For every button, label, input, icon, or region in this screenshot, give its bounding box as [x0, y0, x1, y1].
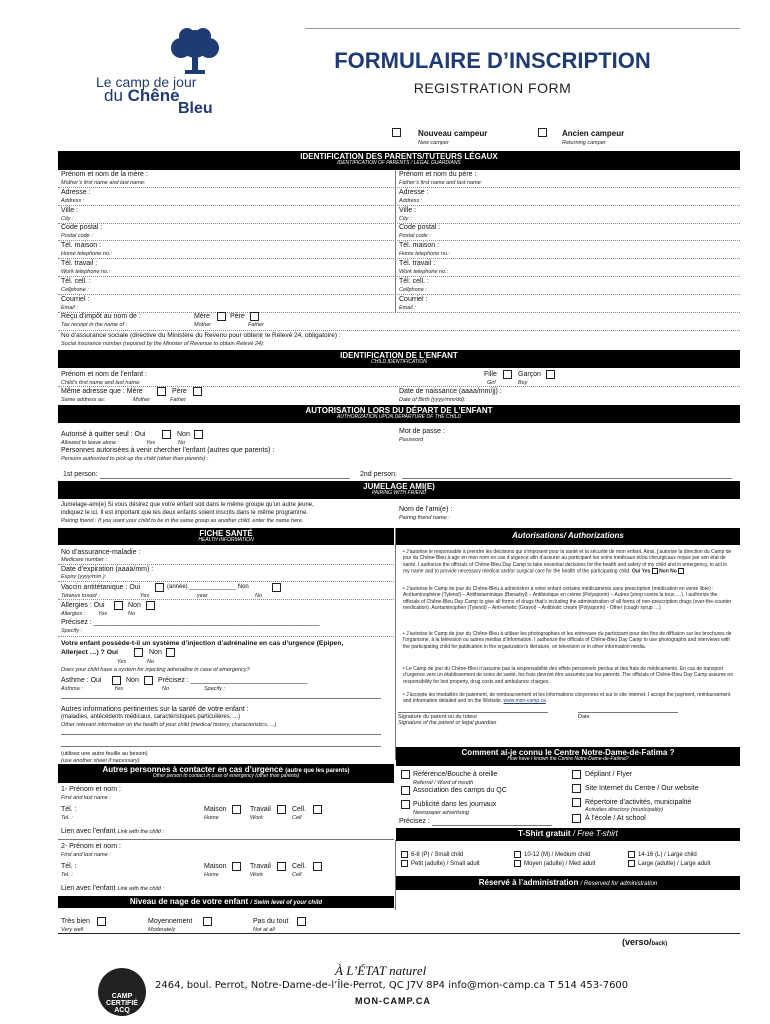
section-pairing-header: JUMELAGE AMI(E) PAIRING WITH FRIEND [58, 481, 740, 499]
father-field-4: Tél. maison : [399, 242, 440, 250]
expiry-label-en: Expiry (yyyy/mm ): [61, 574, 107, 580]
tshirt-c1-checkbox[interactable] [401, 851, 408, 858]
tetanus-label-en: Tetanus toxoid : [61, 593, 100, 599]
same-mother-label-en: Mother [133, 397, 151, 403]
date-label: Date [578, 714, 590, 720]
same-father-label: Père [172, 388, 187, 395]
allergies-yes-en: Yes [98, 611, 108, 617]
contact-1-name-label-en: First and last name : [61, 795, 111, 801]
directory-label-en: Activities directory (municipality) [585, 807, 664, 813]
father-field-4-en: Home telephone no.: [399, 251, 451, 258]
father-field-5: Tél. travail : [399, 260, 436, 267]
school-label: À l’école / At school [585, 815, 646, 822]
father-field-2: Ville : [399, 206, 416, 214]
girl-label: Fille [484, 371, 497, 378]
contact-1-home-checkbox[interactable] [232, 805, 241, 814]
same-father-checkbox[interactable] [193, 387, 202, 396]
tax-father-label: Père [230, 313, 245, 320]
mother-field-4: Tél. maison : [61, 242, 102, 250]
mother-field-5-en: Work telephone no.: [61, 269, 111, 275]
mother-field-0-en: Mother’s first name and last name: [61, 180, 146, 186]
camps-association-checkbox[interactable] [401, 786, 410, 795]
contact-1-cell-label: Cell. [292, 806, 307, 813]
boy-checkbox[interactable] [546, 370, 555, 379]
friend-name-label-en: Pairing friend name : [399, 515, 450, 521]
allergies-no-en: No [128, 611, 136, 617]
asthma-no-en: No [162, 686, 170, 692]
father-field-6-en: Cellphone : [399, 286, 427, 293]
asthma-specify-en: Specify : [204, 686, 226, 692]
tetanus-yes-en: Yes [140, 593, 150, 599]
contact-1-cell-checkbox[interactable] [313, 805, 322, 814]
other-health-label-en: Other relevant information on the health of your child (medical history, characteristics, ...) [61, 722, 277, 728]
swim-moderately-en: Moderately [148, 927, 176, 933]
tetanus-no-checkbox[interactable] [272, 583, 281, 592]
epipen-question-2: Allerject …) ? Oui [61, 649, 119, 656]
authorization-2: • J’autorise le Camp de jour du Chêne-Bleu à administrer à votre enfant certains médicaments sans prescription (médication en vente libre) : Acétaminophène (Tylenol) – Antihistaminique (Benadryl) – Antibiotique en crème (Polysporin) – Autres (sirop contre la toux, ...). I authorize the officials of Chêne-Bleu Day Camp to give all forms of drugs that’s including the administration of all forms of non-prescription drugs (over-the-counter medication). Acetaminophen (Tylenol) – Anti-emetic (Gravol) – Antibiotic cream (Polysporin) - Other (cough syrup …) [403, 586, 732, 611]
pairing-text-1: Jumelage-ami(e) Si vous désirez que votre enfant soit dans le même groupe qu’un autre jeune, [61, 502, 314, 508]
mother-field-7-en: Email : [61, 304, 78, 311]
leave-alone-no-checkbox[interactable] [194, 430, 203, 439]
signature-label: Signature du parent ou du tuteur [398, 714, 478, 720]
child-name-label: Prénom et nom de l’enfant : [61, 371, 147, 378]
section-departure-header: AUTORISATION LORS DU DÉPART DE L’ENFANT AUTHORIZATION UPON DEPARTURE OF THE CHILD [58, 405, 740, 423]
referral-label: Référence/Bouche à oreille [413, 771, 498, 778]
flyer-label: Dépliant / Flyer [585, 771, 633, 778]
medicare-label: No d’assurance-maladie : [61, 549, 141, 556]
section-parents-header: IDENTIFICATION DES PARENTS/TUTEURS LÉGAUX IDENTIFICATION OF PARENTS / LEGAL GUARDIANS [58, 151, 740, 170]
directory-checkbox[interactable] [572, 798, 581, 807]
mother-field-6-en: Cellphone : [61, 286, 89, 293]
allergies-specify-label-en: Specify : [61, 628, 83, 634]
mother-field-2-en: City : [61, 215, 74, 222]
contact-1-tel-label: Tél. : [61, 806, 77, 813]
mother-field-3: Code postal : [61, 224, 103, 232]
camps-association-label: Association des camps du QC [413, 787, 507, 794]
epipen-question: Votre enfant possède-t-il un système d’injection d’adrénaline en cas d’urgence (Epipen, [61, 640, 344, 647]
father-field-3-en: Postal code : [399, 233, 431, 240]
authorization-4: • Le Camp de jour du Chêne-Bleu n’assume pas la responsabilité des effets personnels perdus et des frais de médicaments. En cas de transport d’urgence vers un établissement de soins de santé, les frais devront être assumés par les parents. The officials of Chêne-Bleu Day Camp assume no responsibility for lost property, drug costs and ambulance charges. [403, 666, 733, 685]
footer-address: 2464, boul. Perrot, Notre-Dame-de-l’Île-Perrot, QC J7V 8P4 info@mon-camp.ca T 514 453-7600 [155, 980, 629, 991]
expiry-label: Date d’expiration (aaaa/mm) : [61, 566, 154, 573]
logo-text-line1: Le camp de jour [96, 74, 197, 90]
same-father-label-en: Father [170, 397, 186, 403]
first-person-label: 1st person: [63, 471, 98, 478]
tshirt-c2-label: 10-12 (M) / Medium child [524, 852, 591, 858]
father-field-5-en: Work telephone no.: [399, 269, 449, 275]
same-address-label: Même adresse que : Mère [61, 388, 143, 395]
dob-label-en: Date of Birth (yyyy/mm/dd): [399, 397, 466, 403]
page-title: FORMULAIRE D’INSCRIPTION [334, 48, 651, 73]
pairing-text-2: indiquez le ici. Il est important que les deux enfants soient inscrits dans le même programme. [61, 510, 309, 516]
authorization-3: • J’autorise le Camp de jour du Chêne-Bleu à utiliser les photographies et les entrevues du participant pour des fins de diffusion sur les brochures de l’organisme, à la télévision ou autres médias d’information. I authorize the officials of Chêne-Bleu Day Camp to use photographs and interviews with the participating child for publication in the organization’s literature, on television or in other information media. [403, 631, 732, 650]
leave-alone-no-en: No [178, 440, 186, 446]
tshirt-a3-label: Large (adulte) / Large adult [638, 861, 711, 867]
contact-1-work-label-en: Work [250, 815, 263, 821]
contact-2-name-label-en: First and last name : [61, 852, 111, 858]
signature-label-en: Signature of the parent or legal guardian [398, 720, 497, 726]
allergies-label: Allergies : Oui [61, 602, 105, 609]
password-label: Mot de passe : [399, 428, 445, 435]
allergies-no-checkbox[interactable] [146, 601, 155, 610]
father-field-7: Courriel : [399, 295, 428, 303]
swim-very-well-label: Très bien [61, 918, 90, 925]
contact-1-tel-label-en: Tel. : [61, 815, 73, 821]
logo-text-line2: du Chêne [104, 86, 180, 105]
swim-moderately-checkbox[interactable] [203, 917, 212, 926]
tshirt-a1-checkbox[interactable] [401, 860, 408, 867]
directory-label: Répertoire d’activités, municipalité [585, 799, 692, 806]
sin-label-en: Social insurance number (required by the Minister of Revenue to obtain Relevé 24): [61, 341, 265, 347]
father-field-0: Prénom et nom du père : [399, 171, 477, 178]
use-another-sheet-en: (use another sheet if necessary) [61, 758, 140, 764]
tax-mother-checkbox[interactable] [217, 312, 226, 321]
other-health-label: Autres informations pertinentes sur la santé de votre enfant : [61, 706, 249, 713]
swim-very-well-checkbox[interactable] [97, 917, 106, 926]
sin-label: No d’assurance sociale (directive du Ministère du Revenu pour obtenir le Relevé 24, obligatoire) : [61, 332, 341, 339]
tax-father-checkbox[interactable] [250, 312, 259, 321]
newspaper-label-en: Newspaper advertising [413, 810, 469, 816]
contact-2-work-label: Travail [250, 863, 271, 870]
acq-certified-seal: CAMP CERTIFIÉ ACQ [98, 968, 146, 1016]
section-health-header: FICHE SANTÉ HEALTH INFORMATION [58, 528, 394, 545]
page-subtitle: REGISTRATION FORM [413, 80, 572, 96]
asthma-label: Asthme : Oui [61, 677, 102, 684]
epipen-question-en: Does your child have a system for injecting adrenaline in case of emergency? [61, 667, 250, 673]
contact-1-link-label: Lien avec l’enfant Link with the child : [61, 828, 164, 835]
authorized-persons-label-en: Persons authorized to pick up the child (other than parents) : [61, 456, 209, 462]
tshirt-a2-label: Moyen (adulte) / Med adult [524, 861, 596, 867]
contact-1-name-label: 1- Prénom et nom : [61, 786, 121, 793]
contact-2-home-checkbox[interactable] [232, 862, 241, 871]
tetanus-year-label: (année) ______________ Non [167, 584, 249, 590]
swim-not-at-all-label: Pas du tout [253, 918, 289, 925]
leave-alone-yes-checkbox[interactable] [162, 430, 171, 439]
contact-1-home-label-en: Home [204, 815, 219, 821]
use-another-sheet: (utilisez une autre feuille au besoin) [61, 751, 148, 757]
mother-field-1-en: Address : [61, 197, 85, 204]
contact-2-cell-label-en: Cell [292, 872, 302, 878]
tshirt-c1-label: 6-8 (P) / Small child [411, 852, 464, 858]
medicare-label-en: Medicare number : [61, 557, 107, 563]
authorization-5: • J’accepte les modalités de paiement, de remboursement et les informations citoyennes et sur le site internet. I accept the payment, reimbursement and information detailed and on the Website. www.mon-camp.ca [403, 692, 731, 705]
flyer-checkbox[interactable] [572, 770, 581, 779]
etat-naturel-logo: À L’ÉTAT naturel [335, 963, 427, 978]
asthma-label-en: Asthma : [61, 686, 83, 692]
contact-1-home-label: Maison [204, 806, 227, 813]
father-field-1: Adresse : [399, 188, 429, 196]
allergies-label-en: Allergies : [61, 611, 86, 617]
tax-receipt-label: Reçu d’impôt au nom de : [61, 313, 141, 320]
section-emergency-header: Autres personnes à contacter en cas d’urgence (autre que les parents) Other person to contact in case of emergency (other than parents) [58, 764, 394, 783]
father-field-1-en: Address : [399, 197, 423, 204]
father-field-0-en: Father’s first name and last name: [399, 180, 483, 186]
asthma-yes-checkbox[interactable] [112, 676, 121, 685]
tax-father-label-en: Father [248, 322, 264, 328]
leave-alone-label: Autorisé à quitter seul : Oui [61, 431, 146, 438]
contact-2-link-label: Lien avec l’enfant Link with the child : [61, 885, 164, 892]
girl-checkbox[interactable] [503, 370, 512, 379]
contact-2-work-checkbox[interactable] [277, 862, 286, 871]
contact-1-cell-label-en: Cell [292, 815, 302, 821]
dob-label: Date de naissance (aaaa/mm/jj) : [399, 388, 502, 395]
pairing-text-en: Pairing friend : If you want your child to be in the same group as another child, enter the name here. [61, 518, 304, 524]
epipen-no-label: Non [149, 649, 162, 656]
tshirt-c3-label: 14-16 (L) / Large child [638, 852, 697, 858]
section-authorizations-header: Autorisations/ Authorizations [396, 528, 740, 545]
referral-label-en: Referral / Word of mouth [413, 780, 474, 786]
how-specify-label: Précisez : [399, 818, 430, 825]
mother-field-1: Adresse : [61, 188, 91, 196]
friend-name-label: Nom de l’ami(e) : [399, 506, 453, 513]
school-checkbox[interactable] [572, 814, 581, 823]
same-address-label-en: Same address as: [61, 397, 106, 403]
swim-moderately-label: Moyennement [148, 918, 193, 925]
mother-field-4-en: Home telephone no.: [61, 251, 113, 258]
oak-tree-logo-icon [165, 26, 225, 76]
leave-alone-label-en: Allowed to leave alone : [61, 440, 120, 446]
contact-2-tel-label: Tél. : [61, 863, 77, 870]
same-mother-checkbox[interactable] [157, 387, 166, 396]
mother-field-7: Courriel : [61, 295, 90, 303]
mother-field-2: Ville : [61, 206, 78, 214]
footer-website[interactable]: MON-CAMP.CA [355, 996, 431, 1006]
tetanus-yes-checkbox[interactable] [155, 583, 164, 592]
asthma-specify-label: Précisez : ______________________________ [158, 677, 308, 684]
contact-2-cell-label: Cell. [292, 863, 307, 870]
boy-label-en: Boy [518, 380, 528, 386]
logo-text-line3: Bleu [178, 100, 213, 117]
returning-camper-label: Ancien campeur [562, 129, 625, 138]
newspaper-checkbox[interactable] [401, 800, 410, 809]
epipen-yes-checkbox[interactable] [134, 648, 143, 657]
father-field-6: Tél. cell. : [399, 277, 429, 285]
swim-not-at-all-checkbox[interactable] [297, 917, 306, 926]
contact-2-work-label-en: Work [250, 872, 263, 878]
authorization-1: • J’autorise le responsable à prendre les décisions qui s’imposent pour la santé et la sécurité de mon enfant. Ainsi, j’autorise la direction du Camp de jour du Chêne-Bleu à agir en mon nom en cas d’urgence afin d’assurer au participant les soins médicaux et/ou chirurgicaux requis par son état de santé. I authorize the officials of Chêne-Bleu Day Camp to take essential decisions for the health and safety of my child and in emergency, to act in my name and to provide necessary medical and/or surgical care for the health of the participating child. Oui Yes Non No [403, 549, 732, 575]
tshirt-a2-checkbox[interactable] [514, 860, 521, 867]
allergies-no-label: Non [128, 602, 141, 609]
tshirt-a3-checkbox[interactable] [628, 860, 635, 867]
website-label: Site Internet du Centre / Our website [585, 785, 699, 792]
tax-mother-label: Mère [194, 313, 210, 320]
mother-field-5: Tél. travail : [61, 260, 98, 267]
verso-label: (verso/back) [622, 937, 668, 947]
referral-checkbox[interactable] [401, 770, 410, 779]
swim-very-well-en: Very well [61, 927, 84, 933]
epipen-yes-en: Yes [117, 659, 127, 665]
password-label-en: Password [399, 437, 424, 443]
tetanus-year-en: year [197, 593, 208, 599]
section-how-header: Comment ai-je connu le Centre Notre-Dame-de-Fatima ? How have I known the Centre Notre-Dame-de-Fatima? [396, 747, 740, 766]
tshirt-a1-label: Petit (adulte) / Small adult [411, 861, 480, 867]
section-admin-header: Réservé à l’administration / Reserved for administration [396, 876, 740, 890]
allergies-yes-checkbox[interactable] [114, 601, 123, 610]
section-child-header: IDENTIFICATION DE L’ENFANT CHILD IDENTIFICATION [58, 350, 740, 368]
epipen-no-en: No [147, 659, 155, 665]
swim-not-at-all-en: Not at all [253, 927, 275, 933]
contact-2-home-label-en: Home [204, 872, 219, 878]
father-field-2-en: City : [399, 215, 412, 222]
allergies-specify-label: Précisez : __________________________________________________________ [61, 619, 320, 626]
father-field-3: Code postal : [399, 224, 441, 232]
leave-alone-yes-en: Yes [146, 440, 156, 446]
tshirt-c2-checkbox[interactable] [514, 851, 521, 858]
leave-alone-no-label: Non [177, 431, 190, 438]
boy-label: Garçon [518, 371, 541, 378]
girl-label-en: Girl [487, 380, 496, 386]
other-health-sub: (maladies, antécédents médicaux, caractéristiques particulières, ...) [61, 714, 241, 720]
new-camper-checkbox[interactable] [392, 128, 401, 137]
tshirt-c3-checkbox[interactable] [628, 851, 635, 858]
father-field-7-en: Email : [399, 304, 416, 311]
tetanus-no-en: No [255, 593, 263, 599]
newspaper-label: Publicité dans les journaux [413, 801, 497, 808]
contact-2-name-label: 2- Prénom et nom : [61, 843, 121, 850]
new-camper-label: Nouveau campeur [418, 129, 488, 138]
asthma-yes-en: Yes [114, 686, 124, 692]
contact-1-work-label: Travail [250, 806, 271, 813]
new-camper-label-en: New camper [418, 140, 449, 146]
section-tshirt-header: T-Shirt gratuit / Free T-shirt [396, 828, 740, 841]
mother-field-0: Prénom et nom de la mère : [61, 171, 148, 178]
contact-2-home-label: Maison [204, 863, 227, 870]
asthma-no-label: Non [126, 677, 139, 684]
second-person-label: 2nd person: [360, 471, 397, 478]
epipen-no-checkbox[interactable] [166, 648, 175, 657]
mother-field-3-en: Postal code : [61, 233, 93, 240]
returning-camper-checkbox[interactable] [538, 128, 547, 137]
child-name-label-en: Child’s first name and last name: [61, 380, 141, 386]
top-rule [305, 28, 740, 29]
contact-2-tel-label-en: Tel. : [61, 872, 73, 878]
authorized-persons-label: Personnes autorisées à venir chercher l’enfant (autres que parents) : [61, 447, 275, 454]
tax-receipt-label-en: Tax receipt in the name of : [61, 322, 128, 328]
mother-field-6: Tél. cell. : [61, 277, 91, 285]
asthma-no-checkbox[interactable] [144, 676, 153, 685]
returning-camper-label-en: Returning camper [562, 140, 606, 146]
tax-mother-label-en: Mother [194, 322, 212, 328]
tetanus-label: Vaccin antitétanique : Oui [61, 584, 141, 591]
website-checkbox[interactable] [572, 784, 581, 793]
contact-2-cell-checkbox[interactable] [313, 862, 322, 871]
section-swim-header: Niveau de nage de votre enfant / Swim level of your child [58, 896, 394, 908]
contact-1-work-checkbox[interactable] [277, 805, 286, 814]
